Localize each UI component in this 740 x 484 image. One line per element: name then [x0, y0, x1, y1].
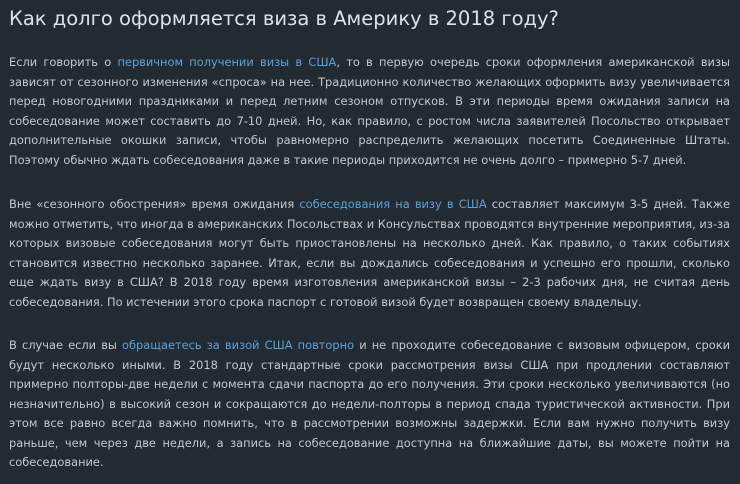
article-title: Как долго оформляется виза в Америку в 2018 году? [9, 7, 559, 30]
paragraph-text-post: , то в первую очередь сроки оформления американской визы зависят от сезонного изменения «спроса» на нее. Традиционно количество желающих оформить визу увеличивается перед новогодними праздниками и перед летним сезоном отпусков. В эти периоды время ожидания записи на собеседование может составить до 7-10 дней. Но, как правило, с ростом числа заявителей Посольство открывает дополнительные окошки записи, чтобы равномерно распределить желающих посетить Соединенные Штаты. Поэтому обычно ждать собеседования даже в такие периоды приходится не очень долго – примерно 5-7 дней. [9, 55, 730, 167]
paragraph-text-pre: Вне «сезонного обострения» время ожидания [9, 197, 300, 211]
paragraph-text-pre: В случае если вы [9, 338, 123, 352]
paragraph-text-post: составляет максимум 3-5 дней. Также можно отметить, что иногда в американских Посольствах и Консульствах проводятся внутренние мероприятия, из-за которых визовые собеседования могут быть приостановлены на несколько дней. Как правило, о таких событиях становится известно несколько заранее. Итак, если вы дождались собеседования и успешно его прошли, сколько еще ждать визу в США? В 2018 году время изготовления американской визы – 2-3 рабочих дня, не считая день собеседования. По истечении этого срока паспорт с готовой визой будет возвращен своему владельцу. [9, 197, 730, 309]
article-paragraph [9, 195, 730, 312]
paragraph-text-pre: Если говорить о [9, 55, 118, 69]
link-visa-renewal[interactable]: обращаетесь за визой США повторно [122, 338, 355, 352]
link-first-visa[interactable]: первичном получении визы в США [117, 55, 337, 69]
article-paragraph [9, 53, 730, 170]
link-visa-interview[interactable]: собеседования на визу в США [299, 197, 487, 211]
article-paragraph [9, 336, 730, 473]
article-body [9, 53, 730, 473]
paragraph-text-post: и не проходите собеседование с визовым офицером, сроки будут несколько иными. В 2018 году стандартные сроки рассмотрения визы США при продлении составляют примерно полторы-две недели с момента сдачи паспорта до его получения. Эти сроки несколько увеличиваются (но незначительно) в высокий сезон и сокращаются до недели-полторы в период спада туристической активности. При этом все равно всегда важно помнить, что в рассмотрении возможны задержки. Если вам нужно получить визу раньше, чем через две недели, а запись на собеседование доступна на ближайшие даты, вы можете пойти на собеседование. [9, 338, 730, 469]
